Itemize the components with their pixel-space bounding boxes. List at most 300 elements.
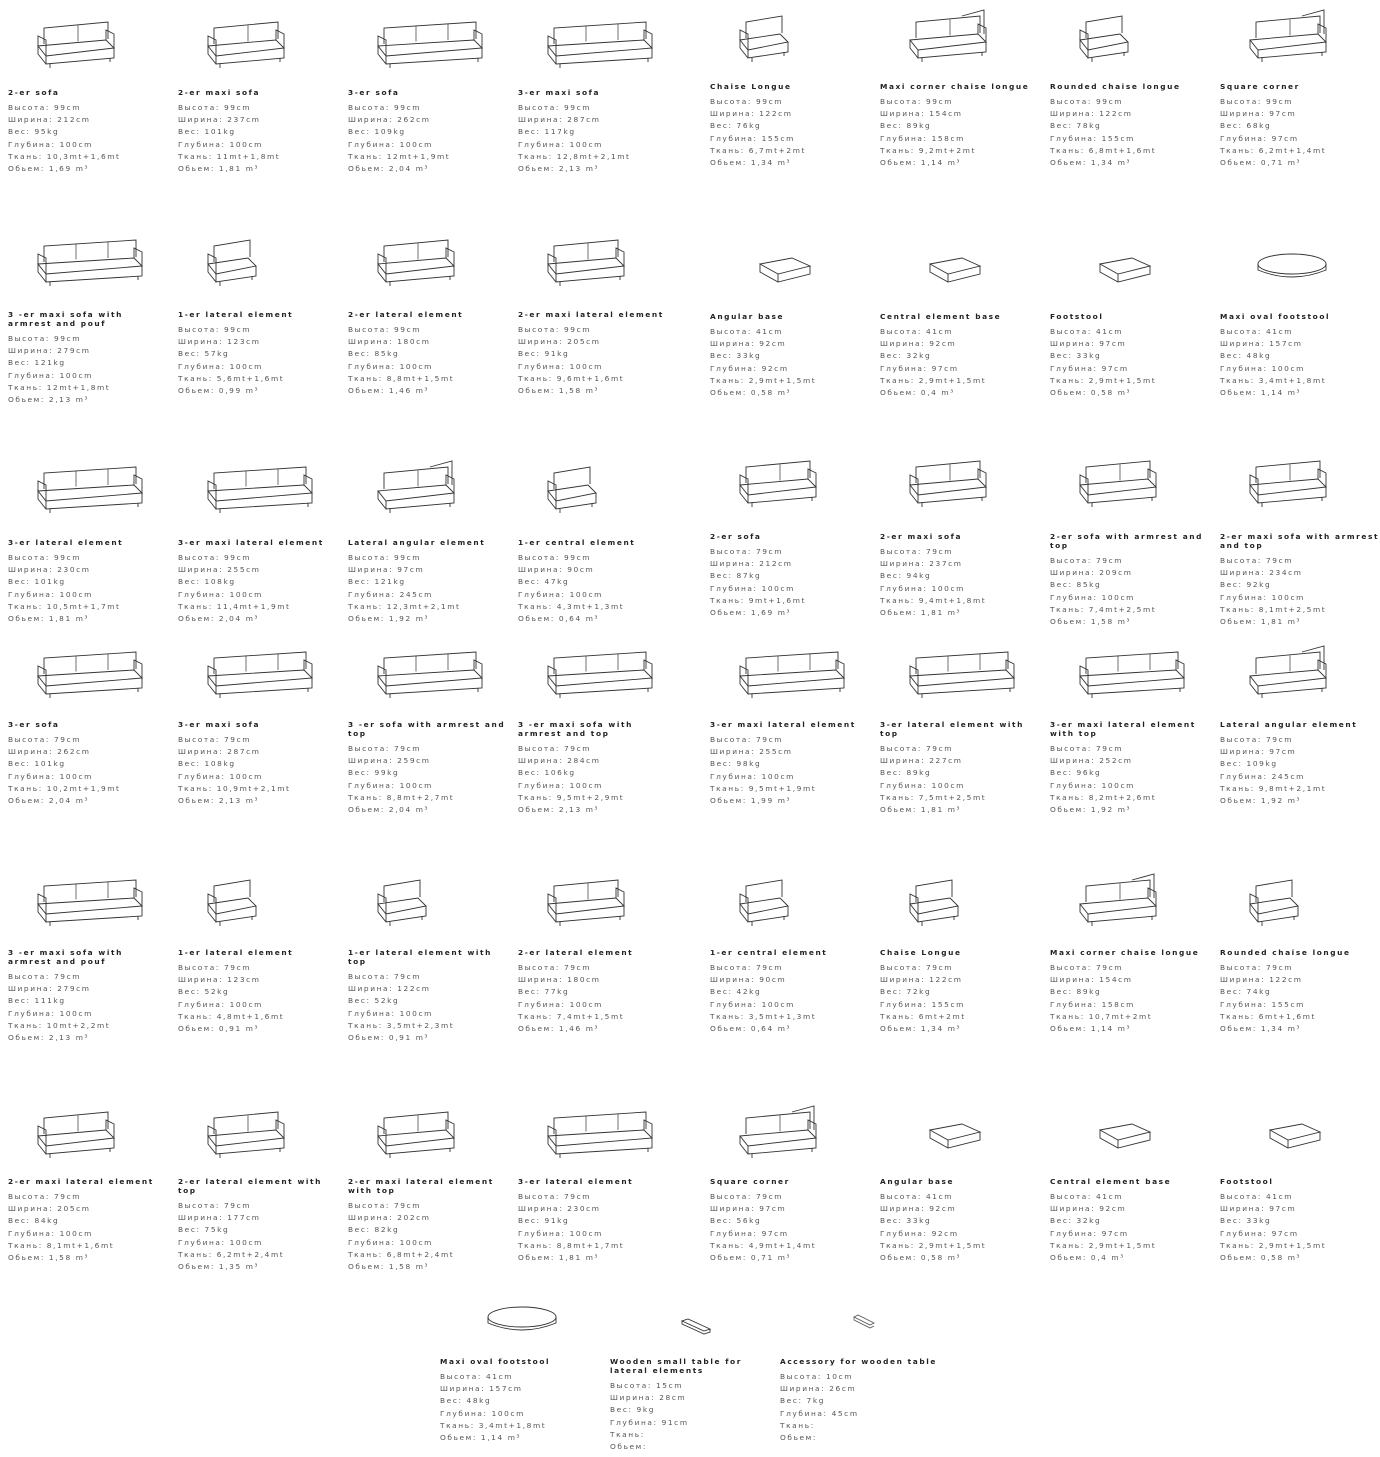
spec-label: Глубина: <box>518 780 566 790</box>
spec-label: Высота: <box>880 327 923 336</box>
spec-value: 212cm <box>759 559 793 569</box>
spec-label: Ширина: <box>1220 1204 1266 1214</box>
spec-label: Высота: <box>178 325 221 334</box>
product-name: Angular base <box>880 1177 955 1186</box>
spec-value: 101kg <box>34 577 66 587</box>
spec-value: 92cm <box>931 1228 959 1238</box>
spec-label: Ткань: <box>440 1420 475 1430</box>
spec-label: Ширина: <box>178 565 224 575</box>
spec-height <box>8 734 168 746</box>
spec-label: Обьем: <box>1050 388 1087 398</box>
spec-label: Ткань: <box>880 145 915 155</box>
spec-height <box>518 743 678 755</box>
spec-value: 100cm <box>229 589 263 599</box>
spec-value: 108kg <box>204 577 236 587</box>
spec-label: Ширина: <box>8 1204 54 1214</box>
spec-value: 99cm <box>563 553 592 562</box>
spec-width <box>8 1203 168 1215</box>
spec-label: Глубина: <box>348 589 396 599</box>
spec-volume <box>1050 157 1210 169</box>
spec-height <box>178 102 338 114</box>
spec-weight <box>518 1215 678 1227</box>
spec-label: Высота: <box>880 97 923 106</box>
spec-height <box>1050 555 1210 567</box>
spec-value: 100cm <box>59 370 93 380</box>
spec-label: Глубина: <box>710 363 758 373</box>
spec-value: 97cm <box>397 565 425 575</box>
spec-value: 77kg <box>544 987 570 997</box>
spec-label: Ширина: <box>178 337 224 347</box>
spec-volume <box>348 613 508 625</box>
spec-label: Обьем: <box>710 1024 747 1034</box>
product-card <box>1050 82 1210 169</box>
spec-fabric <box>348 792 508 804</box>
spec-value: 0,4 m³ <box>920 388 955 398</box>
product-card <box>1050 312 1210 399</box>
spec-height <box>178 1200 338 1212</box>
spec-weight <box>710 1215 870 1227</box>
spec-label: Ширина: <box>710 1204 756 1214</box>
spec-depth <box>8 771 168 783</box>
product-card <box>8 538 168 625</box>
spec-value: 100cm <box>1271 592 1305 602</box>
spec-depth <box>880 133 1040 145</box>
spec-label: Вес: <box>178 127 201 137</box>
spec-label: Обьем: <box>348 1262 385 1272</box>
spec-value: 11mt+1,8mt <box>216 151 281 161</box>
spec-fabric <box>518 1011 678 1023</box>
spec-label: Высота: <box>518 963 561 972</box>
wooden-table-icon <box>642 1287 742 1351</box>
sofa-2-maxi-icon <box>200 10 300 74</box>
spec-volume <box>178 1261 338 1273</box>
spec-label: Ширина: <box>518 337 564 347</box>
spec-value: 227cm <box>929 756 963 766</box>
spec-value: 99cm <box>223 103 252 112</box>
spec-label: Ткань: <box>178 373 213 383</box>
product-name: Wooden small table for lateral elements <box>610 1357 742 1375</box>
spec-label: Высота: <box>348 1201 391 1210</box>
spec-value: 101kg <box>34 759 66 769</box>
spec-value: 10cm <box>825 1372 854 1381</box>
spec-value: 1,92 m³ <box>388 614 430 624</box>
spec-label: Ткань: <box>1220 1011 1255 1021</box>
spec-value: 6,8mt+1,6mt <box>1088 145 1157 155</box>
product-name: 3-er maxi sofa <box>518 88 601 97</box>
spec-label: Вес: <box>348 577 371 587</box>
spec-weight <box>8 758 168 770</box>
spec-height <box>1220 555 1380 567</box>
spec-value: 97cm <box>761 1228 789 1238</box>
spec-label: Ширина: <box>440 1384 486 1394</box>
spec-value: 158cm <box>931 133 965 143</box>
spec-label: Высота: <box>518 103 561 112</box>
spec-value: 41cm <box>1265 1192 1294 1201</box>
spec-weight <box>1220 986 1380 998</box>
spec-value: 100cm <box>229 361 263 371</box>
spec-label: Ткань: <box>710 595 745 605</box>
spec-width <box>518 114 678 126</box>
spec-label: Ширина: <box>1220 568 1266 578</box>
spec-volume <box>1050 387 1210 399</box>
spec-label: Глубина: <box>880 583 928 593</box>
spec-fabric <box>518 601 678 613</box>
spec-label: Глубина: <box>780 1408 828 1418</box>
spec-label: Вес: <box>710 571 733 581</box>
spec-label: Ткань: <box>1050 792 1085 802</box>
spec-fabric <box>348 151 508 163</box>
spec-label: Вес: <box>1050 580 1073 590</box>
spec-height <box>710 962 870 974</box>
spec-volume <box>710 795 870 807</box>
product-name: 3-er maxi lateral element <box>178 538 324 547</box>
spec-label: Вес: <box>178 987 201 997</box>
product-name: 2-er maxi sofa <box>880 532 963 541</box>
spec-label: Ткань: <box>710 145 745 155</box>
spec-value: 1,81 m³ <box>48 614 90 624</box>
spec-fabric <box>1050 1011 1210 1023</box>
spec-label: Глубина: <box>178 361 226 371</box>
spec-weight <box>1220 120 1380 132</box>
spec-label: Обьем: <box>880 608 917 618</box>
spec-label: Обьем: <box>8 1253 45 1263</box>
spec-value: 100cm <box>931 583 965 593</box>
spec-value: 100cm <box>569 139 603 149</box>
spec-value: 1,81 m³ <box>920 805 962 815</box>
spec-value: 7,5mt+2,5mt <box>918 792 987 802</box>
spec-value: 1,34 m³ <box>750 158 792 168</box>
spec-value: 3,4mt+1,8mt <box>478 1420 547 1430</box>
product-card <box>710 1177 870 1264</box>
spec-depth <box>1220 771 1380 783</box>
spec-height <box>1220 326 1380 338</box>
spec-label: Высота: <box>710 963 753 972</box>
spec-value: 3,5mt+1,3mt <box>748 1011 817 1021</box>
spec-width <box>1220 108 1380 120</box>
lateral-3-low-icon <box>540 1100 640 1164</box>
spec-label: Высота: <box>8 1192 51 1201</box>
spec-label: Ширина: <box>610 1393 656 1403</box>
spec-weight <box>880 350 1040 362</box>
spec-value: 155cm <box>1271 999 1305 1009</box>
product-card <box>178 538 338 625</box>
spec-value: 79cm <box>223 735 252 744</box>
spec-height <box>1050 326 1210 338</box>
spec-value: 78kg <box>1076 121 1102 131</box>
product-name: Chaise Longue <box>880 948 962 957</box>
spec-label: Вес: <box>1220 580 1243 590</box>
product-card <box>8 1177 168 1264</box>
spec-label: Ткань: <box>348 1020 383 1030</box>
spec-value: 279cm <box>57 346 91 356</box>
spec-depth <box>518 780 678 792</box>
spec-volume <box>518 163 678 175</box>
spec-label: Ширина: <box>880 975 926 985</box>
spec-label: Ширина: <box>348 337 394 347</box>
spec-label: Обьем: <box>1220 796 1257 806</box>
spec-width <box>348 755 508 767</box>
spec-value: 4,8mt+1,6mt <box>216 1011 285 1021</box>
spec-width <box>178 114 338 126</box>
spec-value: 100cm <box>59 1008 93 1018</box>
spec-label: Обьем: <box>880 1024 917 1034</box>
spec-label: Вес: <box>348 996 371 1006</box>
spec-label: Обьем: <box>1050 1253 1087 1263</box>
spec-value: 1,99 m³ <box>750 796 792 806</box>
spec-value: 7kg <box>806 1396 826 1406</box>
spec-value: 100cm <box>1271 363 1305 373</box>
spec-value: 158cm <box>1101 999 1135 1009</box>
spec-label: Ширина: <box>710 339 756 349</box>
spec-label: Ткань: <box>610 1429 645 1439</box>
spec-weight <box>1050 1215 1210 1227</box>
product-name: Maxi oval footstool <box>440 1357 551 1366</box>
spec-depth <box>880 363 1040 375</box>
spec-value: 157cm <box>489 1384 523 1394</box>
spec-fabric <box>178 1249 338 1261</box>
product-name: Central element base <box>1050 1177 1172 1186</box>
spec-label: Высота: <box>518 1192 561 1201</box>
spec-fabric <box>1220 1240 1380 1252</box>
spec-height <box>1220 96 1380 108</box>
spec-fabric <box>1050 1240 1210 1252</box>
spec-value: 79cm <box>925 744 954 753</box>
spec-value: 2,04 m³ <box>388 805 430 815</box>
spec-fabric <box>1220 783 1380 795</box>
base-icon <box>732 234 832 298</box>
spec-label: Ширина: <box>8 346 54 356</box>
spec-label: Глубина: <box>1220 363 1268 373</box>
spec-width <box>348 1212 508 1224</box>
spec-value: 8,8mt+1,7mt <box>556 1240 625 1250</box>
spec-label: Вес: <box>1220 759 1243 769</box>
spec-weight <box>1220 1215 1380 1227</box>
spec-label: Ширина: <box>710 109 756 119</box>
spec-volume <box>710 387 870 399</box>
spec-height <box>348 971 508 983</box>
spec-value: 2,04 m³ <box>388 164 430 174</box>
spec-value: 1,58 m³ <box>388 1262 430 1272</box>
spec-height <box>710 546 870 558</box>
spec-depth <box>1220 133 1380 145</box>
spec-label: Вес: <box>710 987 733 997</box>
spec-width <box>1220 746 1380 758</box>
spec-volume <box>710 607 870 619</box>
spec-width <box>880 1203 1040 1215</box>
spec-value: 0,4 m³ <box>1090 1253 1125 1263</box>
spec-weight <box>710 570 870 582</box>
product-card <box>880 312 1040 399</box>
spec-volume <box>518 385 678 397</box>
spec-value: 75kg <box>204 1225 230 1235</box>
spec-weight <box>1050 986 1210 998</box>
spec-label: Вес: <box>178 349 201 359</box>
spec-height <box>178 552 338 564</box>
spec-value: 92cm <box>759 339 787 349</box>
spec-value: 41cm <box>1265 327 1294 336</box>
spec-depth <box>1050 363 1210 375</box>
spec-label: Ткань: <box>178 783 213 793</box>
spec-value: 79cm <box>1095 963 1124 972</box>
product-name: 2-er sofa <box>8 88 60 97</box>
spec-label: Высота: <box>1050 1192 1093 1201</box>
spec-label: Глубина: <box>178 1237 226 1247</box>
spec-value: 99cm <box>1265 97 1294 106</box>
square-corner-icon <box>1242 4 1342 68</box>
spec-height <box>8 333 168 345</box>
spec-weight <box>1220 579 1380 591</box>
sofa-2-low-icon <box>732 449 832 513</box>
spec-value: 3,5mt+2,3mt <box>386 1020 455 1030</box>
spec-value: 52kg <box>204 987 230 997</box>
spec-depth <box>518 139 678 151</box>
spec-value: 122cm <box>759 109 793 119</box>
spec-depth <box>710 363 870 375</box>
spec-label: Вес: <box>880 351 903 361</box>
product-name: Lateral angular element <box>348 538 486 547</box>
spec-label: Обьем: <box>1220 1024 1257 1034</box>
oval-footstool-icon <box>472 1287 572 1351</box>
spec-value: 284cm <box>567 756 601 766</box>
spec-volume <box>348 1261 508 1273</box>
product-name: Maxi corner chaise longue <box>1050 948 1200 957</box>
spec-width <box>178 746 338 758</box>
spec-label: Глубина: <box>348 139 396 149</box>
spec-fabric <box>1220 604 1380 616</box>
product-card <box>880 948 1040 1035</box>
spec-depth <box>518 589 678 601</box>
product-name: Rounded chaise longue <box>1050 82 1181 91</box>
spec-weight <box>518 767 678 779</box>
spec-label: Глубина: <box>710 1228 758 1238</box>
spec-value: 79cm <box>1095 744 1124 753</box>
spec-value: 2,13 m³ <box>558 164 600 174</box>
spec-value: 234cm <box>1269 568 1303 578</box>
spec-value: 7,4mt+2,5mt <box>1088 604 1157 614</box>
product-card <box>348 538 508 625</box>
spec-value: 121kg <box>34 358 66 368</box>
spec-volume <box>8 795 168 807</box>
spec-label: Глубина: <box>8 139 56 149</box>
spec-value: 121kg <box>374 577 406 587</box>
spec-label: Высота: <box>1050 963 1093 972</box>
spec-label: Высота: <box>1220 963 1263 972</box>
spec-label: Глубина: <box>1220 1228 1268 1238</box>
spec-label: Ткань: <box>710 783 745 793</box>
spec-value: 9,4mt+1,8mt <box>918 595 987 605</box>
spec-volume <box>8 613 168 625</box>
spec-value: 97cm <box>1269 1204 1297 1214</box>
spec-volume <box>780 1432 940 1444</box>
spec-value: 0,71 m³ <box>750 1253 792 1263</box>
sofa-3-maxi-top-icon <box>540 640 640 704</box>
spec-depth <box>348 1008 508 1020</box>
spec-label: Вес: <box>710 1216 733 1226</box>
product-name: 3 -er maxi sofa with armrest and pouf <box>8 310 123 328</box>
spec-width <box>880 974 1040 986</box>
spec-width <box>710 746 870 758</box>
spec-value: 2,13 m³ <box>558 805 600 815</box>
spec-value: 97cm <box>1269 747 1297 757</box>
spec-label: Высота: <box>518 744 561 753</box>
spec-label: Глубина: <box>1050 780 1098 790</box>
spec-value: 99cm <box>53 334 82 343</box>
spec-value: 100cm <box>59 589 93 599</box>
spec-value: 41cm <box>485 1372 514 1381</box>
spec-label: Ширина: <box>178 975 224 985</box>
spec-width <box>518 755 678 767</box>
product-name: Angular base <box>710 312 785 321</box>
spec-value: 245cm <box>399 589 433 599</box>
spec-label: Ширина: <box>1220 109 1266 119</box>
spec-label: Ткань: <box>1050 1011 1085 1021</box>
spec-depth <box>1050 133 1210 145</box>
spec-label: Глубина: <box>518 999 566 1009</box>
spec-value: 79cm <box>563 744 592 753</box>
spec-height <box>518 552 678 564</box>
spec-value: 89kg <box>1076 987 1102 997</box>
spec-depth <box>1220 1228 1380 1240</box>
spec-value: 230cm <box>567 1204 601 1214</box>
spec-label: Ширина: <box>880 756 926 766</box>
spec-height <box>178 324 338 336</box>
spec-label: Обьем: <box>518 1024 555 1034</box>
spec-weight <box>1220 350 1380 362</box>
spec-value: 122cm <box>1269 975 1303 985</box>
spec-value: 9,8mt+2,1mt <box>1258 783 1327 793</box>
spec-value: 2,9mt+1,5mt <box>1088 375 1157 385</box>
spec-label: Ткань: <box>518 151 553 161</box>
spec-value: 56kg <box>736 1216 762 1226</box>
spec-fabric <box>880 595 1040 607</box>
spec-depth <box>178 139 338 151</box>
spec-width <box>1050 755 1210 767</box>
spec-volume <box>1220 795 1380 807</box>
spec-value: 97cm <box>1101 363 1129 373</box>
spec-label: Глубина: <box>880 363 928 373</box>
spec-value: 79cm <box>755 1192 784 1201</box>
spec-width <box>178 336 338 348</box>
spec-label: Высота: <box>8 334 51 343</box>
product-name: Square corner <box>710 1177 790 1186</box>
product-name: 2-er maxi lateral element <box>8 1177 154 1186</box>
spec-value: 82kg <box>374 1225 400 1235</box>
spec-value: 84kg <box>34 1216 60 1226</box>
product-name: 2-er lateral element with top <box>178 1177 323 1195</box>
product-name: Chaise Longue <box>710 82 792 91</box>
spec-label: Ткань: <box>8 1240 43 1250</box>
spec-label: Высота: <box>710 547 753 556</box>
spec-value: 92kg <box>1246 580 1272 590</box>
spec-depth <box>178 771 338 783</box>
spec-label: Высота: <box>880 1192 923 1201</box>
spec-label: Вес: <box>348 768 371 778</box>
spec-label: Ткань: <box>880 375 915 385</box>
product-name: 1-er central element <box>518 538 636 547</box>
spec-value: 12mt+1,8mt <box>46 382 111 392</box>
spec-width <box>1050 338 1210 350</box>
spec-label: Ткань: <box>8 783 43 793</box>
spec-width <box>518 564 678 576</box>
spec-label: Вес: <box>880 1216 903 1226</box>
spec-label: Обьем: <box>710 796 747 806</box>
spec-depth <box>518 999 678 1011</box>
spec-value: 1,81 m³ <box>218 164 260 174</box>
spec-label: Ткань: <box>518 1011 553 1021</box>
spec-label: Глубина: <box>348 1008 396 1018</box>
product-card <box>1220 948 1380 1035</box>
spec-label: Глубина: <box>8 1228 56 1238</box>
